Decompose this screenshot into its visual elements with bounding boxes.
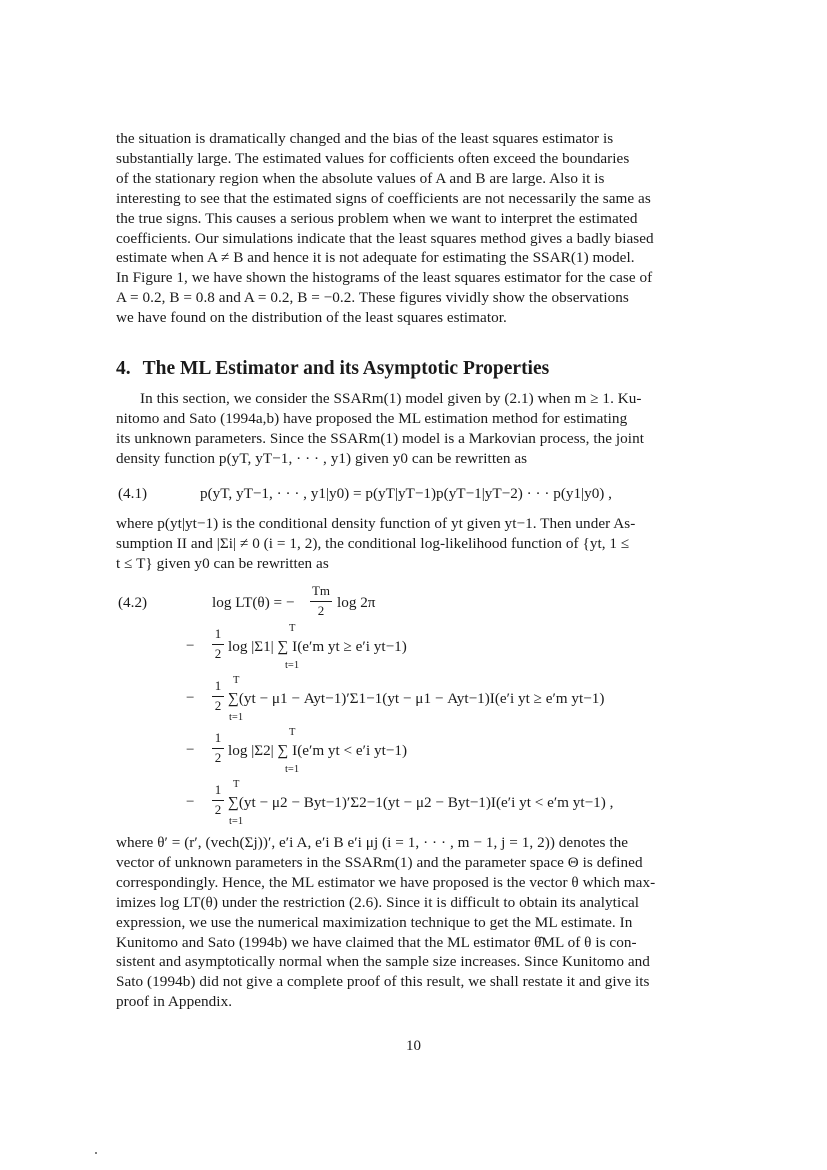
- text-line: interesting to see that the estimated signs of coefficients are not necessarily the same as: [116, 189, 651, 207]
- eq-line-lhs: log LT(θ) = −: [212, 594, 295, 611]
- fraction-bar: [310, 601, 332, 602]
- fraction-denominator: 2: [214, 698, 222, 713]
- section-paragraph: [116, 389, 736, 469]
- sum-lower-limit: t=1: [285, 764, 300, 775]
- text-line: A = 0.2, B = 0.8 and A = 0.2, B = −0.2. These figures vividly show the observations: [116, 289, 629, 307]
- text-line: t ≤ T} given y0 can be rewritten as: [116, 554, 329, 572]
- minus-sign: −: [186, 690, 195, 706]
- minus-sign: −: [186, 742, 195, 758]
- fraction-bar: [212, 644, 224, 645]
- text-line: its unknown parameters. Since the SSARm(1) model is a Markovian process, the joint: [116, 429, 644, 447]
- section-heading: [116, 358, 549, 380]
- sum-upper-limit: T: [289, 623, 296, 634]
- text-line: nitomo and Sato (1994a,b) have proposed the ML estimation method for estimating: [116, 409, 628, 427]
- equation-label: (4.1): [118, 485, 148, 502]
- fraction-numerator: Tm: [311, 583, 331, 598]
- sum-upper-limit: T: [289, 727, 296, 738]
- intro-paragraph: [116, 129, 736, 328]
- text-line: we have found on the distribution of the least squares estimator.: [116, 309, 507, 327]
- equation-4-1: p(yT, yT−1, · · · , y1|y0) = p(yT|yT−1)p(yT−1|yT−2) · · · p(y1|y0) ,: [200, 485, 612, 502]
- text-line: density function p(yT, yT−1, · · · , y1) given y0 can be rewritten as: [116, 449, 528, 467]
- fraction-bar: [212, 748, 224, 749]
- eq-line: ∑(yt − μ1 − Ayt−1)′Σ1−1(yt − μ1 − Ayt−1)I(e′i yt ≥ e′m yt−1): [228, 690, 605, 707]
- text-line: coefficients. Our simulations indicate that the least squares method gives a badly biased: [116, 229, 654, 247]
- text-line: the situation is dramatically changed and the bias of the least squares estimator is: [116, 130, 614, 147]
- minus-sign: −: [186, 794, 195, 810]
- text-line: where p(yt|yt−1) is the conditional density function of yt given yt−1. Then under As-: [116, 515, 636, 532]
- eq-line: ∑(yt − μ2 − Byt−1)′Σ2−1(yt − μ2 − Byt−1)I(e′i yt < e′m yt−1) ,: [228, 794, 614, 811]
- text-line: the true signs. This causes a serious problem when we want to interpret the estimated: [116, 209, 638, 227]
- fraction-numerator: 1: [214, 678, 222, 693]
- text-line: proof in Appendix.: [116, 993, 233, 1011]
- eq-line: log |Σ1| ∑ I(e′m yt ≥ e′i yt−1): [228, 638, 407, 655]
- fraction-denominator: 2: [317, 603, 325, 618]
- equation-label: (4.2): [118, 594, 148, 611]
- section-number: 4.: [116, 358, 131, 379]
- where-paragraph: [116, 514, 736, 574]
- text-line: In Figure 1, we have shown the histograms of the least squares estimator for the case of: [116, 269, 653, 287]
- sum-lower-limit: t=1: [229, 712, 244, 723]
- text-line: In this section, we consider the SSARm(1) model given by (2.1) when m ≥ 1. Ku-: [140, 390, 642, 407]
- parameter-paragraph: [116, 833, 736, 1012]
- fraction-bar: [212, 696, 224, 697]
- minus-sign: −: [186, 638, 195, 654]
- scan-speck: [95, 1152, 97, 1154]
- text-line: Kunitomo and Sato (1994b) we have claimed that the ML estimator θ̂ML of θ is con-: [116, 933, 637, 951]
- fraction-denominator: 2: [214, 646, 222, 661]
- text-line: of the stationary region when the absolute values of A and B are large. Also it is: [116, 169, 605, 187]
- fraction-numerator: 1: [214, 730, 222, 745]
- section-title: The ML Estimator and its Asymptotic Properties: [142, 358, 550, 379]
- text-line: where θ′ = (r′, (vech(Σj))′, e′i A, e′i B e′i μj (i = 1, · · · , m − 1, j = 1, 2)) denotes the: [116, 834, 629, 851]
- text-line: substantially large. The estimated values for cofficients often exceed the boundaries: [116, 149, 630, 167]
- sum-upper-limit: T: [233, 779, 240, 790]
- fraction-denominator: 2: [214, 802, 222, 817]
- text-line: vector of unknown parameters in the SSARm(1) and the parameter space Θ is defined: [116, 853, 643, 871]
- eq-line: log |Σ2| ∑ I(e′m yt < e′i yt−1): [228, 742, 408, 759]
- text-line: imizes log LT(θ) under the restriction (2.6). Since it is difficult to obtain its analytical: [116, 893, 640, 911]
- sum-lower-limit: t=1: [229, 816, 244, 827]
- text-line: sumption II and |Σi| ≠ 0 (i = 1, 2), the conditional log-likelihood function of {yt, 1 ≤: [116, 534, 630, 552]
- eq-line-rhs: log 2π: [337, 594, 376, 611]
- page-number: 10: [406, 1038, 421, 1054]
- fraction-denominator: 2: [214, 750, 222, 765]
- sum-upper-limit: T: [233, 675, 240, 686]
- text-line: sistent and asymptotically normal when the sample size increases. Since Kunitomo and: [116, 953, 650, 971]
- fraction-numerator: 1: [214, 626, 222, 641]
- text-line: estimate when A ≠ B and hence it is not adequate for estimating the SSAR(1) model.: [116, 249, 635, 267]
- text-line: correspondingly. Hence, the ML estimator we have proposed is the vector θ which max-: [116, 873, 656, 891]
- sum-lower-limit: t=1: [285, 660, 300, 671]
- text-line: Sato (1994b) did not give a complete proof of this result, we shall restate it and give its: [116, 973, 650, 991]
- fraction-numerator: 1: [214, 782, 222, 797]
- fraction-bar: [212, 800, 224, 801]
- text-line: expression, we use the numerical maximization technique to get the ML estimate. In: [116, 913, 633, 931]
